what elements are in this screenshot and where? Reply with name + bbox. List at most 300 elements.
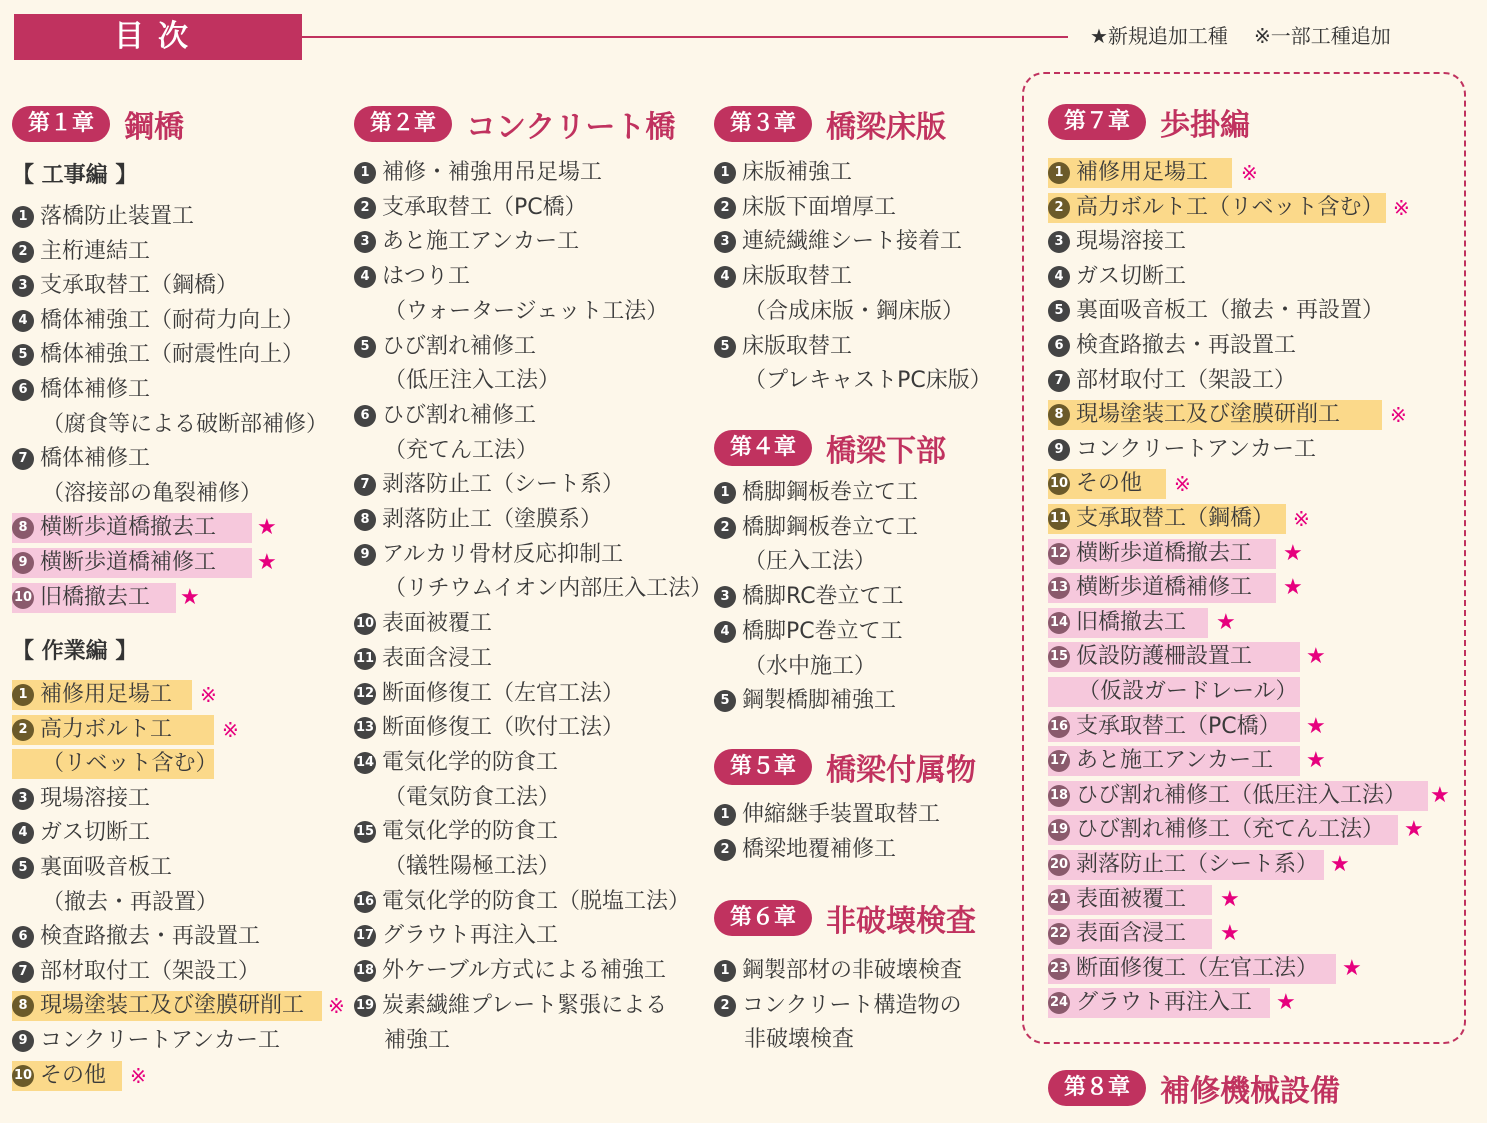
list-item xyxy=(1048,712,1300,742)
partial-mark-icon: ※ xyxy=(328,994,345,1019)
item-number-icon: 1 xyxy=(714,162,736,184)
item-label: 主桁連結工 xyxy=(40,238,151,264)
list-item-continued: （リチウムイオン内部圧入工法） xyxy=(384,576,713,602)
partial-mark-icon: ※ xyxy=(200,683,217,707)
item-number-icon: 13 xyxy=(354,717,376,739)
item-label: 部材取付工（架設工） xyxy=(1076,367,1297,393)
item-number-icon: 6 xyxy=(1048,335,1070,357)
item-number-icon: 3 xyxy=(714,231,736,253)
list-item xyxy=(354,956,666,986)
item-label: 表面被覆工 xyxy=(382,611,493,637)
chapter-badge: 第１章 xyxy=(12,106,110,142)
item-label: コンクリートアンカー工 xyxy=(1076,436,1317,462)
list-item xyxy=(714,991,962,1021)
item-label: 橋体補強工（耐荷力向上） xyxy=(40,307,305,333)
list-item xyxy=(1048,988,1270,1018)
section-label: 【 工事編 】 xyxy=(12,163,138,188)
list-item xyxy=(1048,919,1212,949)
partial-mark-icon: ※ xyxy=(1174,472,1191,497)
list-item-continued: （プレキャストPC床版） xyxy=(744,368,992,394)
chapter-heading xyxy=(714,426,946,470)
list-item-continued: 非破壊検査 xyxy=(744,1027,855,1053)
item-number-icon: 7 xyxy=(12,961,34,983)
list-item xyxy=(714,227,962,257)
item-label: 旧橋撤去工 xyxy=(40,584,151,610)
item-label: ひび割れ補修工 xyxy=(382,402,537,428)
item-number-icon: 12 xyxy=(354,683,376,705)
list-item-continued: （仮設ガードレール） xyxy=(1048,677,1300,707)
item-label: 横断歩道橋撤去工 xyxy=(1076,540,1253,566)
list-item xyxy=(12,202,194,232)
item-label: 表面被覆工 xyxy=(1076,886,1187,912)
list-item xyxy=(12,922,260,952)
item-number-icon: 14 xyxy=(354,752,376,774)
partial-mark-icon: ※ xyxy=(1293,507,1310,531)
new-star-icon: ★ xyxy=(1306,748,1326,774)
item-label: 床版下面増厚工 xyxy=(742,194,897,220)
legend-partial: ※一部工種追加 xyxy=(1253,24,1391,48)
list-item xyxy=(12,818,150,848)
new-star-icon: ★ xyxy=(1330,852,1350,877)
item-label: あと施工アンカー工 xyxy=(382,229,580,255)
list-item xyxy=(12,513,252,543)
item-number-icon: 3 xyxy=(12,275,34,297)
item-label: 表面含浸工 xyxy=(1076,921,1187,947)
list-item-continued: （リベット含む） xyxy=(12,749,214,779)
new-star-icon: ★ xyxy=(1283,540,1303,566)
item-number-icon: 6 xyxy=(354,405,376,427)
item-label: ガス切断工 xyxy=(1076,263,1187,289)
list-item xyxy=(12,548,252,578)
item-label: 仮設防護柵設置工 xyxy=(1076,644,1253,670)
item-label: コンクリートアンカー工 xyxy=(40,1028,281,1053)
list-item xyxy=(354,227,579,257)
partial-mark-icon: ※ xyxy=(222,717,239,742)
item-label: 橋梁地覆補修工 xyxy=(742,836,897,862)
item-number-icon: 10 xyxy=(354,613,376,635)
item-number-icon: 7 xyxy=(354,474,376,496)
new-star-icon: ★ xyxy=(1306,713,1326,739)
title-rule xyxy=(302,36,1068,38)
new-star-icon: ★ xyxy=(1306,644,1326,670)
item-label: 鋼製橋脚補強工 xyxy=(742,688,897,714)
list-item xyxy=(714,478,918,508)
item-number-icon: 16 xyxy=(354,891,376,913)
item-label: 高力ボルト工 xyxy=(40,716,173,742)
list-item xyxy=(354,470,624,500)
item-number-icon: 2 xyxy=(714,839,736,861)
list-item xyxy=(12,375,150,405)
item-number-icon: 5 xyxy=(12,344,34,366)
item-number-icon: 5 xyxy=(714,690,736,712)
item-number-icon: 2 xyxy=(714,517,736,539)
item-label: グラウト再注入工 xyxy=(1076,990,1253,1016)
item-label: 橋脚PC巻立て工 xyxy=(742,618,903,644)
list-item xyxy=(354,401,536,431)
list-item-continued: （充てん工法） xyxy=(384,437,539,463)
item-label: 床版取替工 xyxy=(742,264,853,290)
list-item xyxy=(12,340,304,370)
item-number-icon: 9 xyxy=(12,1030,34,1052)
list-item xyxy=(1048,331,1296,361)
item-label: 横断歩道橋撤去工 xyxy=(40,515,217,541)
partial-mark-icon: ※ xyxy=(1393,195,1410,220)
item-label: 支承取替工（鋼橋） xyxy=(40,273,239,299)
item-label: 床版取替工 xyxy=(742,333,853,359)
partial-mark-icon: ※ xyxy=(1241,161,1258,185)
list-item xyxy=(12,1061,122,1091)
list-item xyxy=(1048,573,1276,603)
item-number-icon: 4 xyxy=(12,310,34,332)
item-number-icon: 17 xyxy=(354,925,376,947)
list-item xyxy=(714,835,896,865)
list-item xyxy=(1048,885,1212,915)
list-item xyxy=(714,513,918,543)
item-number-icon: 4 xyxy=(714,621,736,643)
item-label: アルカリ骨材反応抑制工 xyxy=(382,541,624,567)
item-number-icon: 1 xyxy=(714,960,736,982)
item-label: その他 xyxy=(1076,471,1143,497)
new-star-icon: ★ xyxy=(180,584,200,610)
item-number-icon: 8 xyxy=(354,509,376,531)
list-item xyxy=(1048,469,1166,499)
list-item xyxy=(12,237,150,267)
chapter-heading xyxy=(714,745,976,789)
list-item-continued: （水中施工） xyxy=(744,653,877,679)
item-label: 現場溶接工 xyxy=(1076,229,1187,255)
new-star-icon: ★ xyxy=(1220,886,1240,912)
item-number-icon: 9 xyxy=(354,544,376,566)
item-number-icon: 19 xyxy=(354,995,376,1017)
item-label: 横断歩道橋補修工 xyxy=(40,550,217,575)
list-item xyxy=(354,193,587,223)
item-label: 剥落防止工（塗膜系） xyxy=(382,507,603,532)
item-number-icon: 2 xyxy=(12,241,34,263)
list-item xyxy=(12,306,304,336)
new-star-icon: ★ xyxy=(1342,955,1362,981)
list-item xyxy=(1048,435,1316,465)
item-number-icon: 4 xyxy=(714,266,736,288)
item-number-icon: 2 xyxy=(12,719,34,741)
item-number-icon: 12 xyxy=(1048,543,1070,565)
list-item xyxy=(12,853,172,883)
list-item xyxy=(1048,227,1186,257)
list-item xyxy=(12,784,150,814)
item-number-icon: 2 xyxy=(1048,197,1070,219)
list-item xyxy=(1048,954,1336,984)
item-label: 現場塗装工及び塗膜研削工 xyxy=(1076,402,1341,428)
item-label: 支承取替工（鋼橋） xyxy=(1076,506,1275,531)
list-item xyxy=(12,715,214,745)
list-item xyxy=(714,332,852,362)
chapter-badge: 第７章 xyxy=(1048,104,1146,140)
list-item xyxy=(354,609,492,639)
item-number-icon: 2 xyxy=(714,995,736,1017)
list-item xyxy=(354,644,492,674)
list-item-continued: （圧入工法） xyxy=(744,549,877,575)
item-number-icon: 4 xyxy=(12,822,34,844)
item-label: 断面修復工（左官工法） xyxy=(382,680,625,706)
list-item xyxy=(714,956,962,986)
new-star-icon: ★ xyxy=(1220,921,1240,947)
chapter-heading xyxy=(1048,100,1250,144)
item-number-icon: 23 xyxy=(1048,958,1070,980)
item-number-icon: 1 xyxy=(12,206,34,228)
list-item-continued: （ウォータージェット工法） xyxy=(384,298,669,324)
item-label: 橋脚RC巻立て工 xyxy=(742,584,904,610)
item-label: 橋体補強工（耐震性向上） xyxy=(40,342,305,368)
chapter-name: 橋梁付属物 xyxy=(826,753,977,788)
item-label: 電気化学的防食工 xyxy=(382,819,559,845)
chapter-badge: 第８章 xyxy=(1048,1070,1146,1106)
item-label: 電気化学的防食工 xyxy=(382,749,559,775)
item-label: 部材取付工（架設工） xyxy=(40,958,261,984)
item-number-icon: 8 xyxy=(12,517,34,539)
item-label: 鋼製部材の非破壊検査 xyxy=(742,958,963,983)
item-number-icon: 17 xyxy=(1048,750,1070,772)
chapter-name: 橋梁床版 xyxy=(826,110,947,145)
list-item xyxy=(1048,781,1428,811)
item-label: 連続繊維シート接着工 xyxy=(742,229,963,255)
item-label: 電気化学的防食工（脱塩工法） xyxy=(382,888,691,914)
new-star-icon: ★ xyxy=(257,550,277,575)
list-item xyxy=(354,679,624,709)
item-number-icon: 18 xyxy=(354,960,376,982)
item-label: 支承取替工（PC橋） xyxy=(1076,713,1281,739)
item-number-icon: 24 xyxy=(1048,992,1070,1014)
item-label: 検査路撤去・再設置工 xyxy=(1076,333,1297,358)
item-number-icon: 18 xyxy=(1048,785,1070,807)
list-item xyxy=(1048,262,1186,292)
item-label: コンクリート構造物の xyxy=(742,992,962,1018)
chapter-heading xyxy=(1048,1066,1340,1110)
item-label: 伸縮継手装置取替工 xyxy=(742,802,941,827)
list-item xyxy=(354,817,558,847)
chapter-badge: 第４章 xyxy=(714,430,812,466)
list-item xyxy=(354,332,536,362)
new-star-icon: ★ xyxy=(1216,609,1236,635)
chapter-heading xyxy=(354,102,675,146)
list-item xyxy=(1048,850,1324,880)
list-item xyxy=(1048,400,1382,430)
item-label: 補修・補強用吊足場工 xyxy=(382,160,603,185)
list-item xyxy=(12,271,238,301)
item-label: ガス切断工 xyxy=(40,820,151,846)
list-item-continued: （犠牲陽極工法） xyxy=(384,854,561,879)
item-number-icon: 6 xyxy=(12,926,34,948)
list-item xyxy=(12,1026,280,1056)
item-label: その他 xyxy=(40,1062,107,1088)
item-label: 補修用足場工 xyxy=(1076,160,1209,185)
item-number-icon: 3 xyxy=(12,788,34,810)
item-number-icon: 8 xyxy=(12,995,34,1017)
item-number-icon: 9 xyxy=(12,552,34,574)
chapter-badge: 第６章 xyxy=(714,900,812,936)
list-item xyxy=(714,582,904,612)
chapter-name: 鋼橋 xyxy=(124,110,185,145)
item-label: 炭素繊維プレート緊張による xyxy=(382,992,668,1018)
list-item xyxy=(714,262,852,292)
chapter-heading xyxy=(12,102,184,146)
chapter-heading xyxy=(714,896,976,940)
list-item-continued: （電気防食工法） xyxy=(384,784,561,810)
item-label: 裏面吸音板工（撤去・再設置） xyxy=(1076,298,1385,324)
item-label: 外ケーブル方式による補強工 xyxy=(382,958,667,984)
item-label: 橋脚鋼板巻立て工 xyxy=(742,514,919,540)
item-number-icon: 3 xyxy=(1048,231,1070,253)
item-number-icon: 7 xyxy=(1048,370,1070,392)
item-number-icon: 11 xyxy=(1048,508,1070,530)
item-label: 橋脚鋼板巻立て工 xyxy=(742,480,919,505)
chapter-heading xyxy=(714,102,946,146)
item-number-icon: 15 xyxy=(1048,646,1070,668)
list-item xyxy=(354,505,602,535)
list-item xyxy=(714,800,940,830)
item-number-icon: 16 xyxy=(1048,716,1070,738)
item-label: 断面修復工（吹付工法） xyxy=(382,715,625,741)
new-star-icon: ★ xyxy=(1430,782,1450,808)
item-label: 現場溶接工 xyxy=(40,785,151,811)
list-item xyxy=(1048,746,1300,776)
item-label: ひび割れ補修工 xyxy=(382,333,537,359)
item-number-icon: 22 xyxy=(1048,923,1070,945)
list-item xyxy=(1048,366,1296,396)
list-item-continued: （撤去・再設置） xyxy=(42,889,219,915)
chapter-badge: 第３章 xyxy=(714,106,812,142)
item-number-icon: 1 xyxy=(1048,162,1070,184)
legend-new: ★新規追加工種 xyxy=(1090,24,1228,48)
item-number-icon: 5 xyxy=(12,857,34,879)
list-item xyxy=(1048,642,1300,672)
item-number-icon: 1 xyxy=(714,804,736,826)
legend xyxy=(1090,20,1391,49)
section-label: 【 作業編 】 xyxy=(12,639,138,664)
item-label: 現場塗装工及び塗膜研削工 xyxy=(40,993,305,1019)
item-label: 裏面吸音板工 xyxy=(40,855,173,880)
list-item xyxy=(12,957,260,987)
item-label: 補修用足場工 xyxy=(40,682,173,707)
chapter-badge: 第２章 xyxy=(354,106,452,142)
item-number-icon: 13 xyxy=(1048,577,1070,599)
item-number-icon: 7 xyxy=(12,448,34,470)
list-item xyxy=(354,158,602,188)
list-item xyxy=(354,748,558,778)
item-label: 落橋防止装置工 xyxy=(40,204,195,229)
item-number-icon: 11 xyxy=(354,648,376,670)
item-label: 橋体補修工 xyxy=(40,377,151,402)
list-item xyxy=(1048,539,1276,569)
list-item xyxy=(714,193,896,223)
list-item xyxy=(1048,608,1208,638)
item-label: 剥落防止工（シート系） xyxy=(382,472,625,498)
chapter-name: 橋梁下部 xyxy=(826,434,947,469)
item-number-icon: 1 xyxy=(12,684,34,706)
new-star-icon: ★ xyxy=(257,515,277,541)
list-item xyxy=(1048,815,1398,845)
item-label: ひび割れ補修工（充てん工法） xyxy=(1076,817,1385,843)
list-item xyxy=(354,887,690,917)
item-label: 検査路撤去・再設置工 xyxy=(40,924,261,950)
item-number-icon: 20 xyxy=(1048,854,1070,876)
list-item xyxy=(1048,296,1384,326)
new-star-icon: ★ xyxy=(1283,575,1303,601)
list-item-continued: （溶接部の亀裂補修） xyxy=(42,480,263,506)
item-number-icon: 6 xyxy=(12,379,34,401)
list-item-continued: （合成床版・鋼床版） xyxy=(744,298,965,324)
item-number-icon: 9 xyxy=(1048,439,1070,461)
new-star-icon: ★ xyxy=(1276,990,1296,1016)
item-number-icon: 3 xyxy=(354,231,376,253)
item-number-icon: 5 xyxy=(1048,300,1070,322)
item-number-icon: 10 xyxy=(1048,473,1070,495)
list-item xyxy=(354,713,624,743)
list-item xyxy=(714,617,903,647)
item-number-icon: 14 xyxy=(1048,612,1070,634)
list-item-continued: 補強工 xyxy=(384,1027,451,1053)
list-item xyxy=(354,991,667,1021)
item-label: グラウト再注入工 xyxy=(382,923,559,949)
item-number-icon: 4 xyxy=(1048,266,1070,288)
item-label: 横断歩道橋補修工 xyxy=(1076,575,1253,601)
chapter-name: 歩掛編 xyxy=(1160,108,1251,143)
list-item xyxy=(12,583,176,613)
item-label: あと施工アンカー工 xyxy=(1076,748,1274,774)
partial-mark-icon: ※ xyxy=(130,1063,147,1088)
item-number-icon: 10 xyxy=(12,1065,34,1087)
list-item-continued: （腐食等による破断部補修） xyxy=(42,411,329,437)
list-item xyxy=(1048,193,1386,223)
item-label: 表面含浸工 xyxy=(382,645,493,671)
item-label: 床版補強工 xyxy=(742,160,853,185)
list-item xyxy=(354,262,470,292)
chapter-badge: 第５章 xyxy=(714,749,812,785)
list-item xyxy=(1048,504,1286,534)
item-label: 橋体補修工 xyxy=(40,446,151,472)
list-item xyxy=(1048,158,1232,188)
item-number-icon: 19 xyxy=(1048,819,1070,841)
partial-mark-icon: ※ xyxy=(1390,403,1407,428)
toc-title: 目次 xyxy=(14,14,302,60)
list-item xyxy=(12,680,192,710)
item-label: 断面修復工（左官工法） xyxy=(1076,955,1319,981)
item-number-icon: 1 xyxy=(714,482,736,504)
item-number-icon: 3 xyxy=(714,586,736,608)
chapter-name: 非破壊検査 xyxy=(826,904,977,939)
list-item xyxy=(714,686,896,716)
item-label: 支承取替工（PC橋） xyxy=(382,194,587,220)
chapter-name: コンクリート橋 xyxy=(466,110,676,145)
list-item xyxy=(354,921,558,951)
list-item xyxy=(354,540,623,570)
item-label: ひび割れ補修工（低圧注入工法） xyxy=(1076,782,1407,808)
item-number-icon: 1 xyxy=(354,162,376,184)
list-item xyxy=(714,158,852,188)
item-label: 高力ボルト工（リベット含む） xyxy=(1076,194,1384,220)
item-number-icon: 2 xyxy=(714,197,736,219)
list-item-continued: （低圧注入工法） xyxy=(384,368,561,394)
item-label: 剥落防止工（シート系） xyxy=(1076,852,1319,877)
item-number-icon: 2 xyxy=(354,197,376,219)
list-item xyxy=(12,444,150,474)
item-label: 旧橋撤去工 xyxy=(1076,609,1187,635)
item-label: はつり工 xyxy=(382,264,471,290)
item-number-icon: 21 xyxy=(1048,889,1070,911)
chapter-name: 補修機械設備 xyxy=(1160,1074,1341,1109)
item-number-icon: 8 xyxy=(1048,404,1070,426)
item-number-icon: 10 xyxy=(12,587,34,609)
item-number-icon: 5 xyxy=(714,336,736,358)
list-item xyxy=(12,991,322,1021)
